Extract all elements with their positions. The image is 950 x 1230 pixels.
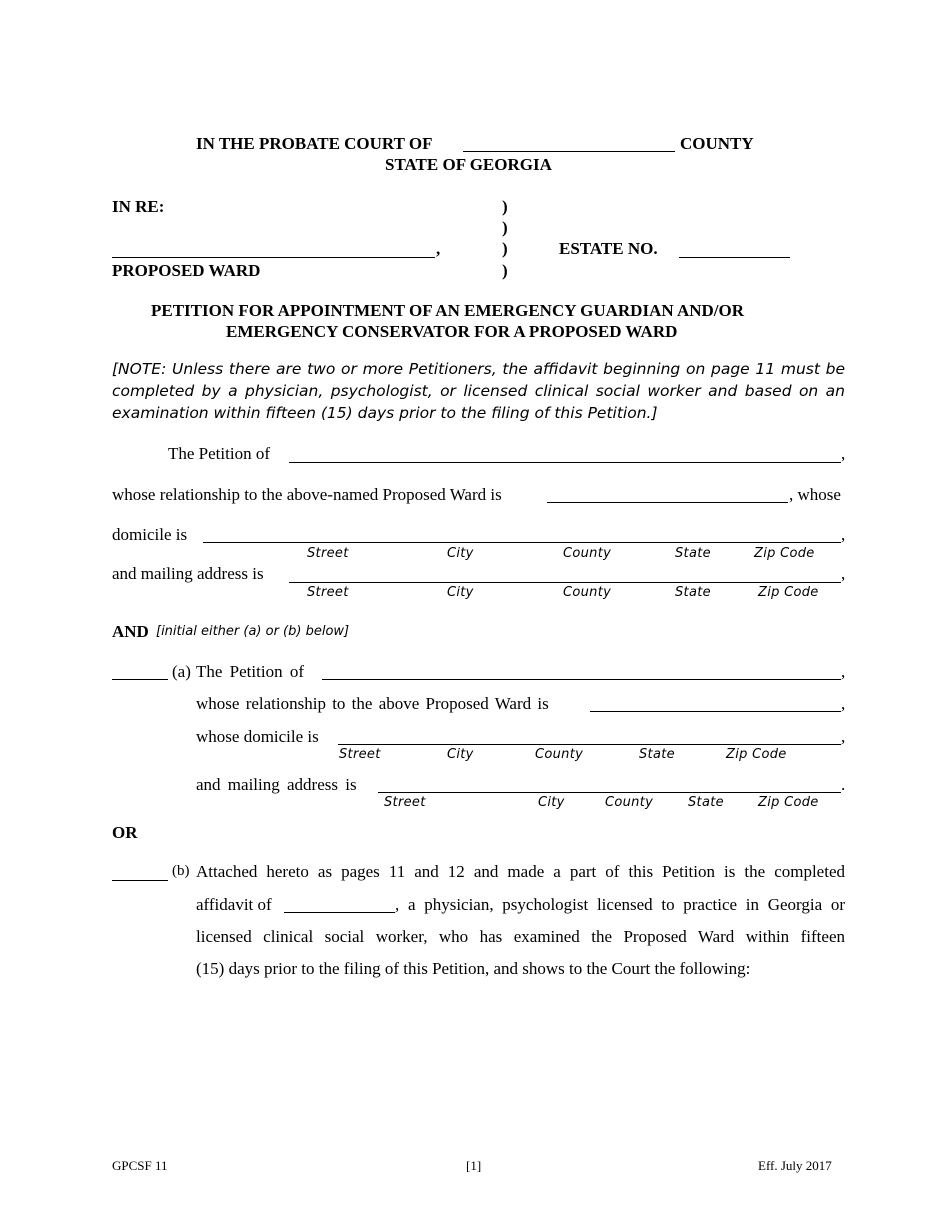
county-caption: County — [535, 747, 584, 762]
option-b-line: (15) days prior to the filing of this Petition, and shows to the Court the following: — [196, 959, 751, 978]
comma: , — [841, 444, 846, 463]
petition-title-line1: PETITION FOR APPOINTMENT OF AN EMERGENCY GUARDIAN AND/OR — [151, 301, 744, 320]
in-re-label: IN RE: — [112, 197, 165, 216]
affiant-name-blank[interactable] — [284, 912, 395, 913]
affidavit-of-label: affidavit of — [196, 895, 272, 914]
petitioner-name-blank[interactable] — [289, 462, 841, 463]
caption-comma: , — [436, 239, 441, 258]
note-line: examination within fifteen (15) days prior to the filing of this Petition.] — [112, 404, 658, 422]
caption-paren: ) — [502, 261, 508, 280]
option-a-petition-of: The Petition of — [196, 662, 304, 681]
county-caption: County — [563, 585, 612, 600]
option-a-mailing-blank[interactable] — [378, 792, 841, 793]
option-b-label: (b) — [172, 863, 190, 879]
county-blank[interactable] — [463, 151, 675, 152]
or-label: OR — [112, 823, 138, 842]
option-a-initial-blank[interactable] — [112, 679, 168, 680]
state-caption: State — [675, 546, 711, 561]
petitioner-mailing-blank[interactable] — [289, 582, 841, 583]
caption-paren: ) — [502, 197, 508, 216]
comma: , — [841, 662, 846, 681]
option-a-name-blank[interactable] — [322, 679, 841, 680]
proposed-ward-label: PROPOSED WARD — [112, 261, 261, 280]
option-b-initial-blank[interactable] — [112, 880, 168, 881]
zip-caption: Zip Code — [754, 546, 815, 561]
county-label: COUNTY — [680, 134, 754, 153]
option-a-domicile-blank[interactable] — [338, 744, 841, 745]
and-instruction: [initial either (a) or (b) below] — [156, 624, 350, 639]
street-caption: Street — [307, 546, 349, 561]
option-b-line: , a physician, psychologist licensed to practice in Georgia or — [395, 895, 845, 914]
option-a-relationship-label: whose relationship to the above Proposed Ward is — [196, 694, 549, 713]
city-caption: City — [538, 795, 565, 810]
zip-caption: Zip Code — [726, 747, 787, 762]
option-a-label: (a) — [172, 662, 191, 681]
street-caption: Street — [384, 795, 426, 810]
city-caption: City — [447, 747, 474, 762]
domicile-label: domicile is — [112, 525, 188, 544]
estate-no-label: ESTATE NO. — [559, 239, 658, 258]
state-caption: State — [639, 747, 675, 762]
state-heading: STATE OF GEORGIA — [385, 155, 552, 174]
proposed-ward-name-blank[interactable] — [112, 257, 435, 258]
petition-of-label: The Petition of — [168, 444, 270, 463]
period: . — [841, 775, 846, 794]
zip-caption: Zip Code — [758, 585, 819, 600]
state-caption: State — [675, 585, 711, 600]
court-prefix: IN THE PROBATE COURT OF — [196, 134, 433, 153]
estate-no-blank[interactable] — [679, 257, 790, 258]
comma: , — [841, 727, 846, 746]
effective-date: Eff. July 2017 — [758, 1158, 832, 1173]
zip-caption: Zip Code — [758, 795, 819, 810]
state-caption: State — [688, 795, 724, 810]
relationship-label: whose relationship to the above-named Proposed Ward is — [112, 485, 502, 504]
city-caption: City — [447, 585, 474, 600]
and-label: AND — [112, 622, 149, 641]
petitioner-domicile-blank[interactable] — [203, 542, 841, 543]
option-b-line: Attached hereto as pages 11 and 12 and made a part of this Petition is the completed — [196, 862, 845, 881]
caption-paren: ) — [502, 239, 508, 258]
caption-paren: ) — [502, 218, 508, 237]
whose-label: , whose — [789, 485, 841, 504]
petitioner-relationship-blank[interactable] — [547, 502, 788, 503]
comma: , — [841, 564, 846, 583]
option-b-line: licensed clinical social worker, who has examined the Proposed Ward within fifteen — [196, 927, 845, 946]
page-number: [1] — [466, 1158, 482, 1173]
county-caption: County — [605, 795, 654, 810]
county-caption: County — [563, 546, 612, 561]
form-id: GPCSF 11 — [112, 1158, 168, 1173]
note-line: completed by a physician, psychologist, or licensed clinical social worker and based on an — [112, 382, 845, 400]
mailing-label: and mailing address is — [112, 564, 264, 583]
option-a-mailing-label: and mailing address is — [196, 775, 357, 794]
comma: , — [841, 694, 846, 713]
street-caption: Street — [339, 747, 381, 762]
note-line: [NOTE: Unless there are two or more Petitioners, the affidavit beginning on page 11 must be — [112, 360, 845, 378]
option-a-domicile-label: whose domicile is — [196, 727, 319, 746]
city-caption: City — [447, 546, 474, 561]
street-caption: Street — [307, 585, 349, 600]
comma: , — [841, 525, 846, 544]
option-a-relationship-blank[interactable] — [590, 711, 841, 712]
petition-title-line2: EMERGENCY CONSERVATOR FOR A PROPOSED WARD — [226, 322, 678, 341]
